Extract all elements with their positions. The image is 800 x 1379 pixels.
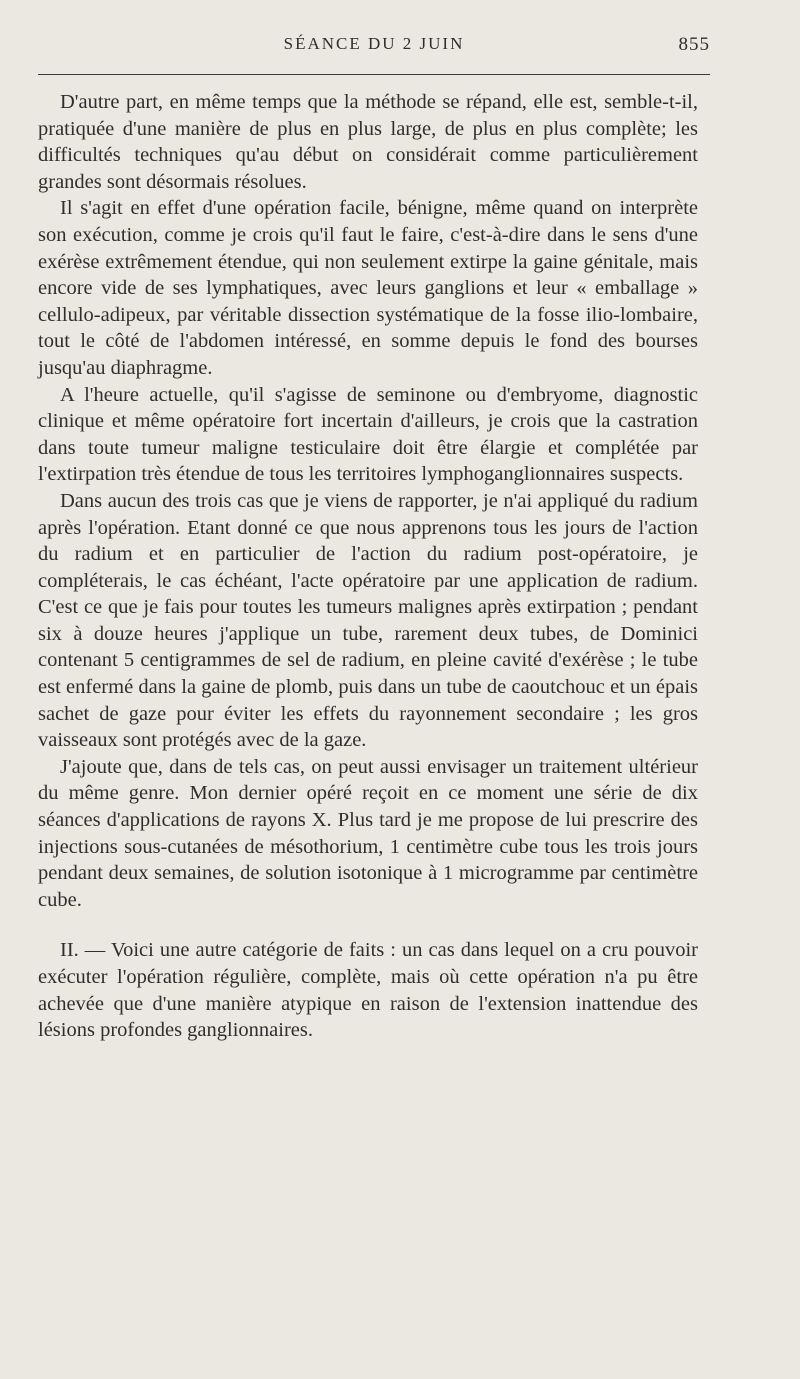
paragraph: J'ajoute que, dans de tels cas, on peut aussi envisager un traitement ultérieur du même genre. Mon dernier opéré reçoit en ce moment une série de dix séances d'applications de rayons X. Plus tard je me propose de lui prescrire des injections sous-cutanées de mésothorium, 1 centimètre cube tous les trois jours pendant deux semaines, de solution isotonique à 1 microgramme par centimètre cube.	[38, 755, 698, 911]
body-text	[38, 89, 698, 1044]
paragraph: A l'heure actuelle, qu'il s'agisse de seminone ou d'embryome, diagnostic clinique et même opératoire fort incertain d'ailleurs, je crois que la castration dans toute tumeur maligne testiculaire doit être élargie et complétée par l'extirpation très étendue de tous les territoires lymphoganglionnaires suspects.	[38, 383, 698, 486]
page-number: 855	[678, 34, 710, 55]
paragraph: Dans aucun des trois cas que je viens de rapporter, je n'ai appliqué du radium après l'opération. Etant donné ce que nous apprenons tous les jours de l'action du radium et en particulier de l'action du radium post-opératoire, je compléterais, le cas échéant, l'acte opératoire par une application de radium. C'est ce que je fais pour toutes les tumeurs malignes après extirpation ; pendant six à douze heures j'applique un tube, rarement deux tubes, de Dominici contenant 5 centigrammes de sel de radium, en pleine cavité d'exérèse ; le tube est enfermé dans la gaine de plomb, puis dans un tube de caoutchouc et un épais sachet de gaze pour éviter les effets du rayonnement secondaire ; les gros vaisseaux sont protégés avec de la gaze.	[38, 489, 698, 752]
page-header	[38, 34, 710, 62]
header-rule	[38, 74, 710, 75]
paragraph: Il s'agit en effet d'une opération facile, bénigne, même quand on interprète son exécution, comme je crois qu'il faut le faire, c'est-à-dire dans le sens d'une exérèse extrêmement étendue, qui non seulement extirpe la gaine génitale, mais encore vide de ses lymphatiques, avec leurs ganglions et leur « emballage » cellulo-adipeux, par véritable dissection systématique de la fosse ilio-lombaire, tout le côté de l'abdomen intéressé, en somme depuis le fond des bourses jusqu'au diaphragme.	[38, 197, 698, 379]
running-title: SÉANCE DU 2 JUIN	[283, 34, 465, 53]
section-paragraph: II. — Voici une autre catégorie de faits : un cas dans lequel on a cru pouvoir exécuter l'opération régulière, complète, mais où cette opération n'a pu être achevée que d'une manière atypique en raison de l'extension inattendue des lésions profondes ganglionnaires.	[38, 939, 698, 1042]
paragraph: D'autre part, en même temps que la méthode se répand, elle est, semble-t-il, pratiquée d'une manière de plus en plus large, de plus en plus complète; les difficultés techniques qu'au début on considérait comme particulièrement grandes sont désormais résolues.	[38, 91, 698, 193]
